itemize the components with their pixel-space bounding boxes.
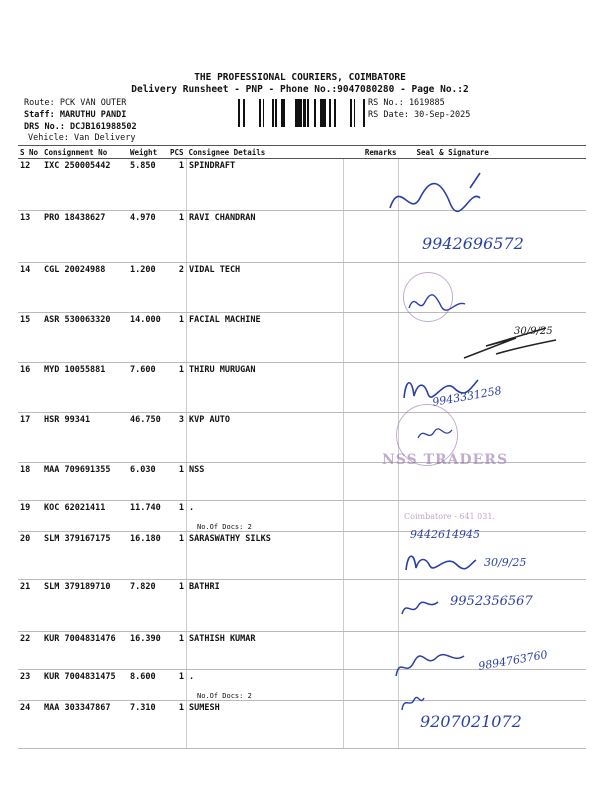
handwritten-date-1: 30/9/25 — [514, 326, 553, 337]
row-remarks — [344, 580, 399, 632]
rs-date: RS Date: 30-Sep-2025 — [368, 110, 471, 120]
barcode — [238, 99, 366, 127]
row-sno — [18, 413, 42, 463]
row-pcs-text: 1 — [178, 465, 184, 475]
row-consignee-text: THIRU MURUGAN — [189, 365, 256, 375]
row-weight-text: 46.750 — [130, 415, 161, 425]
barcode-bar — [259, 99, 260, 127]
row-consignee — [187, 363, 344, 413]
row-consignee — [187, 701, 344, 749]
barcode-bar — [314, 99, 316, 127]
row-consignment — [42, 159, 128, 211]
barcode-bar — [281, 99, 282, 127]
signature-row12 — [380, 168, 500, 238]
barcode-bar — [263, 99, 264, 127]
col-seal: Seal & Signature — [399, 146, 587, 159]
row-weight — [128, 313, 168, 363]
row-sno — [18, 313, 42, 363]
barcode-bar — [321, 99, 322, 127]
table-row — [18, 501, 586, 532]
row-consignment — [42, 313, 128, 363]
row-pcs-text: 1 — [178, 315, 184, 325]
row-consignment-text: KUR 7004831475 — [44, 672, 116, 682]
staff: Staff: MARUTHU PANDI — [24, 110, 127, 120]
barcode-bar — [295, 99, 297, 127]
row-consignment-text: HSR 99341 — [44, 415, 91, 425]
row-weight — [128, 413, 168, 463]
runsheet-title: Delivery Runsheet - PNP - Phone No.:9047080280 - Page No.:2 — [131, 84, 469, 95]
row-weight-text: 14.000 — [130, 315, 161, 325]
row-consignee-text: NSS — [189, 465, 205, 475]
row-consignee-text: KVP AUTO — [189, 415, 230, 425]
table-row — [18, 159, 586, 211]
row-sno — [18, 211, 42, 263]
row-consignee — [187, 413, 344, 463]
barcode-bar — [260, 99, 261, 127]
row-sno-text: 18 — [20, 465, 31, 475]
row-weight-text: 16.180 — [130, 534, 161, 544]
col-consignee: Consignee Details — [187, 146, 344, 159]
row-consignee-text: BATHRI — [189, 582, 220, 592]
row-consignment-text: MAA 709691355 — [44, 465, 111, 475]
col-sno: S No — [18, 146, 42, 159]
row-consignment-text: CGL 20024988 — [44, 265, 106, 275]
row-weight — [128, 632, 168, 670]
row-consignment — [42, 413, 128, 463]
barcode-bar — [243, 99, 245, 127]
row-weight — [128, 211, 168, 263]
row-weight — [128, 263, 168, 313]
row-pcs-text: 3 — [178, 415, 184, 425]
row-weight-text: 7.310 — [130, 703, 156, 713]
row-weight-text: 16.390 — [130, 634, 161, 644]
row-pcs — [168, 263, 187, 313]
table-row — [18, 463, 586, 501]
barcode-bar — [354, 99, 355, 127]
row-weight-text: 8.600 — [130, 672, 156, 682]
row-pcs — [168, 463, 187, 501]
barcode-bar — [320, 99, 321, 127]
signature-row22 — [392, 648, 472, 682]
row-pcs — [168, 413, 187, 463]
barcode-bar — [329, 99, 331, 127]
barcode-bar — [238, 99, 240, 127]
row-sno — [18, 363, 42, 413]
row-consignment-text: SLM 379167175 — [44, 534, 111, 544]
row-remarks — [344, 670, 399, 701]
row-consignee — [187, 580, 344, 632]
handwritten-phone-4: 9952356567 — [450, 594, 533, 609]
row-consignee-text: . — [189, 503, 195, 513]
row-consignee-text: SUMESH — [189, 703, 220, 713]
rs-number: RS No.: 1619885 — [368, 98, 445, 108]
vehicle: Vehicle: Van Delivery — [28, 133, 136, 143]
signature-row20 — [402, 546, 482, 576]
row-consignee-text: FACIAL MACHINE — [189, 315, 261, 325]
row-weight — [128, 701, 168, 749]
row-weight — [128, 532, 168, 580]
row-sno — [18, 632, 42, 670]
drs-number: DRS No.: DCJB161988502 — [24, 122, 137, 132]
row-consignee-text: SPINDRAFT — [189, 161, 236, 171]
row-remarks — [344, 532, 399, 580]
row-sno — [18, 670, 42, 701]
barcode-bar — [350, 99, 351, 127]
barcode-bar — [363, 99, 365, 127]
signature-row21 — [398, 596, 448, 620]
row-consignee — [187, 313, 344, 363]
row-consignment-text: MAA 303347867 — [44, 703, 111, 713]
row-pcs — [168, 632, 187, 670]
barcode-bar — [322, 99, 323, 127]
row-consignee-text: SATHISH KUMAR — [189, 634, 256, 644]
barcode-bar — [351, 99, 352, 127]
row-remarks — [344, 463, 399, 501]
row-remarks — [344, 263, 399, 313]
barcode-bar — [307, 99, 309, 127]
row-sno-text: 20 — [20, 534, 31, 544]
row-consignee-text: SARASWATHY SILKS — [189, 534, 271, 544]
handwritten-phone-3: 9442614945 — [410, 528, 480, 541]
row-remarks — [344, 701, 399, 749]
col-pcs: PCS — [168, 146, 187, 159]
row-weight-text: 7.820 — [130, 582, 156, 592]
handwritten-phone-1: 9942696572 — [422, 234, 524, 253]
row-sno-text: 23 — [20, 672, 31, 682]
signature-row14 — [405, 286, 475, 316]
handwritten-phone-2: 9943331258 — [431, 384, 503, 409]
row-sno-text: 14 — [20, 265, 31, 275]
row-pcs-text: 1 — [178, 534, 184, 544]
row-sno — [18, 501, 42, 532]
row-weight-text: 4.970 — [130, 213, 156, 223]
row-sno-text: 17 — [20, 415, 31, 425]
row-pcs — [168, 501, 187, 532]
row-consignment — [42, 263, 128, 313]
row-consignment-text: MYD 10055881 — [44, 365, 106, 375]
signature-row17 — [416, 424, 456, 444]
row-pcs — [168, 701, 187, 749]
row-sno-text: 13 — [20, 213, 31, 223]
row-sno-text: 16 — [20, 365, 31, 375]
row-consignee — [187, 211, 344, 263]
signature-row15 — [456, 318, 576, 364]
row-consignment-text: IXC 250005442 — [44, 161, 111, 171]
row-sno-text: 21 — [20, 582, 31, 592]
row-weight — [128, 463, 168, 501]
row-weight-text: 7.600 — [130, 365, 156, 375]
row-weight — [128, 670, 168, 701]
row-consignee — [187, 670, 344, 701]
row-consignment — [42, 463, 128, 501]
row-sno-text: 15 — [20, 315, 31, 325]
row-consignee — [187, 159, 344, 211]
row-consignment — [42, 211, 128, 263]
row-consignment — [42, 701, 128, 749]
row-sno-text: 22 — [20, 634, 31, 644]
row-seal — [399, 463, 587, 501]
row-consignment — [42, 532, 128, 580]
barcode-bar — [299, 99, 302, 127]
row-sno-text: 19 — [20, 503, 31, 513]
barcode-bar — [303, 99, 306, 127]
row-sno — [18, 532, 42, 580]
row-remarks — [344, 501, 399, 532]
row-consignee-text: VIDAL TECH — [189, 265, 241, 275]
col-weight: Weight — [128, 146, 168, 159]
row-consignment — [42, 670, 128, 701]
row-pcs-text: 1 — [178, 582, 184, 592]
barcode-bar — [275, 99, 277, 127]
row-pcs — [168, 159, 187, 211]
row-consignment-text: ASR 530063320 — [44, 315, 111, 325]
row-pcs-text: 2 — [178, 265, 184, 275]
row-consignee — [187, 263, 344, 313]
row-pcs — [168, 670, 187, 701]
row-pcs — [168, 313, 187, 363]
row-consignment — [42, 632, 128, 670]
row-consignment — [42, 363, 128, 413]
col-consignment: Consignment No — [42, 146, 128, 159]
row-weight-text: 5.850 — [130, 161, 156, 171]
col-remarks: Remarks — [344, 146, 399, 159]
row-consignee — [187, 501, 344, 532]
row-consignment-text: PRO 18438627 — [44, 213, 106, 223]
handwritten-phone-6: 9207021072 — [420, 712, 522, 731]
row-consignment-text: SLM 379189710 — [44, 582, 111, 592]
row-consignment — [42, 580, 128, 632]
barcode-bar — [272, 99, 274, 127]
row-consignee — [187, 463, 344, 501]
row-remarks — [344, 363, 399, 413]
row-docs-count: No.Of Docs: 2 — [197, 692, 252, 700]
row-pcs — [168, 532, 187, 580]
row-remarks — [344, 313, 399, 363]
row-pcs — [168, 211, 187, 263]
row-pcs — [168, 580, 187, 632]
row-pcs-text: 1 — [178, 703, 184, 713]
handwritten-date-2: 30/9/25 — [484, 556, 527, 569]
row-weight — [128, 580, 168, 632]
row-consignment — [42, 501, 128, 532]
table-header — [18, 146, 586, 159]
row-sno-text: 24 — [20, 703, 31, 713]
stamp-nss-city: Coimbatore - 641 031. — [404, 512, 495, 521]
row-remarks — [344, 632, 399, 670]
row-pcs-text: 1 — [178, 365, 184, 375]
row-sno — [18, 580, 42, 632]
row-pcs-text: 1 — [178, 672, 184, 682]
row-consignment-text: KOC 62021411 — [44, 503, 106, 513]
table-row — [18, 263, 586, 313]
row-weight — [128, 363, 168, 413]
row-pcs-text: 1 — [178, 213, 184, 223]
row-consignee — [187, 532, 344, 580]
row-weight-text: 1.200 — [130, 265, 156, 275]
row-pcs-text: 1 — [178, 161, 184, 171]
row-weight-text: 6.030 — [130, 465, 156, 475]
barcode-bar — [323, 99, 325, 127]
row-sno — [18, 701, 42, 749]
route: Route: PCK VAN OUTER — [24, 98, 127, 108]
company-title: THE PROFESSIONAL COURIERS, COIMBATORE — [194, 72, 406, 83]
row-sno-text: 12 — [20, 161, 31, 171]
row-pcs — [168, 363, 187, 413]
handwritten-phone-5: 9894763760 — [477, 648, 549, 673]
row-consignee-text: . — [189, 672, 195, 682]
row-docs-count: No.Of Docs: 2 — [197, 523, 252, 531]
row-weight — [128, 159, 168, 211]
row-weight — [128, 501, 168, 532]
row-sno — [18, 159, 42, 211]
row-consignee-text: RAVI CHANDRAN — [189, 213, 256, 223]
barcode-bar — [297, 99, 299, 127]
row-consignee — [187, 632, 344, 670]
stamp-nss-traders: NSS TRADERS — [382, 452, 509, 468]
row-sno — [18, 263, 42, 313]
table-row — [18, 670, 586, 701]
row-pcs-text: 1 — [178, 503, 184, 513]
row-pcs-text: 1 — [178, 634, 184, 644]
barcode-bar — [325, 99, 326, 127]
barcode-bar — [282, 99, 285, 127]
row-sno — [18, 463, 42, 501]
row-weight-text: 11.740 — [130, 503, 161, 513]
row-consignment-text: KUR 7004831476 — [44, 634, 116, 644]
barcode-bar — [334, 99, 336, 127]
